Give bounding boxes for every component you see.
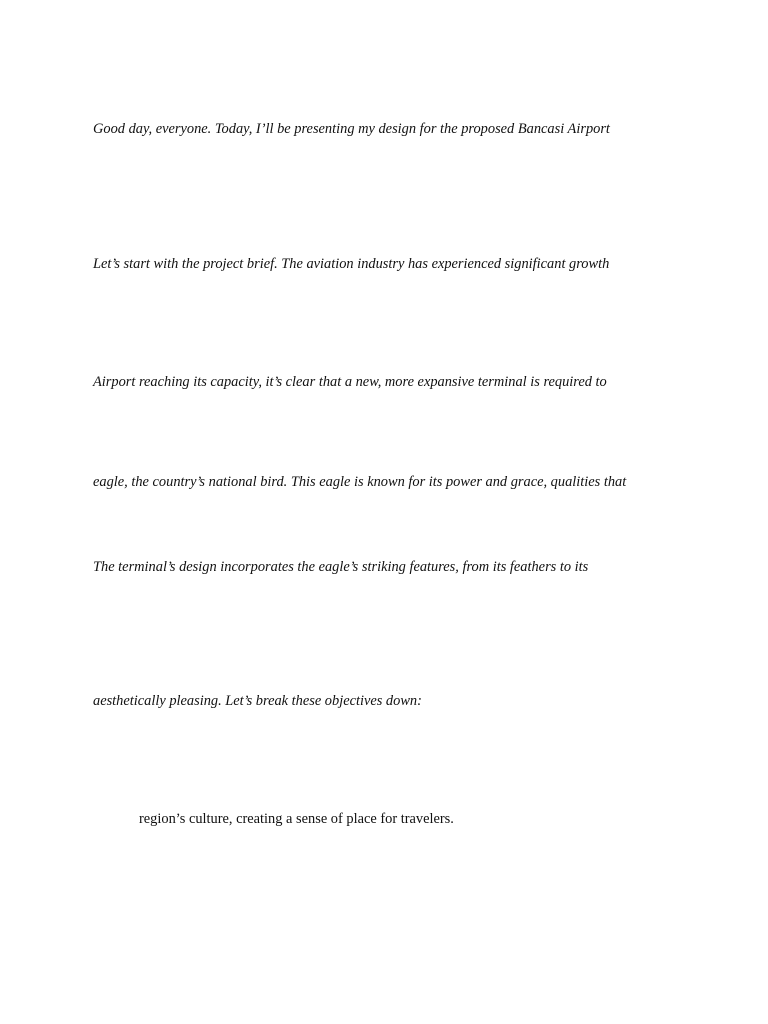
text-line-1: Good day, everyone. Today, I’ll be presenting my design for the proposed Bancasi Airport [93, 121, 610, 137]
text-line-6: aesthetically pleasing. Let’s break these objectives down: [93, 693, 422, 709]
indented-text-line: region’s culture, creating a sense of place for travelers. [139, 811, 454, 827]
text-line-5: The terminal’s design incorporates the eagle’s striking features, from its feathers to its [93, 559, 589, 575]
text-line-4: eagle, the country’s national bird. This eagle is known for its power and grace, qualities that [93, 474, 627, 490]
text-line-2: Let’s start with the project brief. The aviation industry has experienced significant growth [93, 256, 610, 272]
text-line-3: Airport reaching its capacity, it’s clear that a new, more expansive terminal is required to [93, 374, 607, 390]
